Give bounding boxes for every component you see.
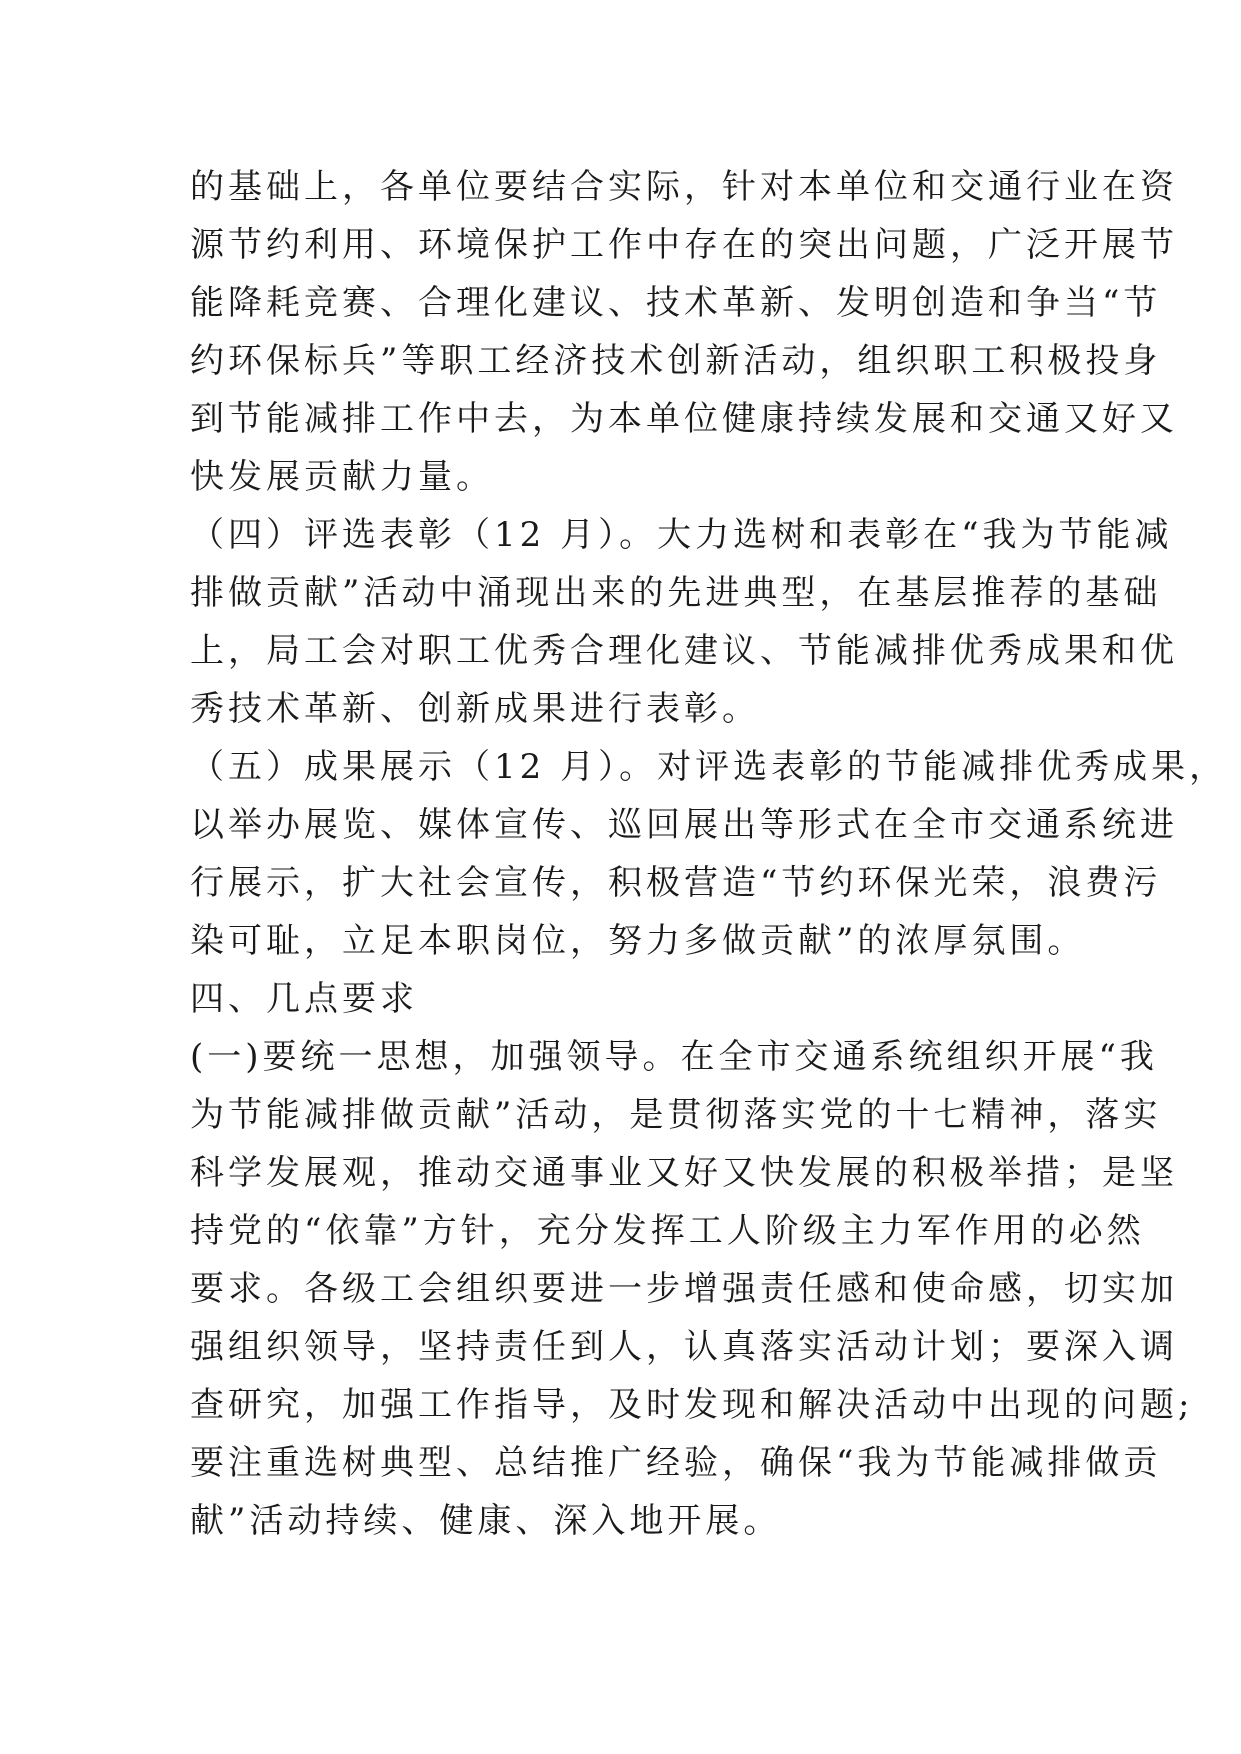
- text-line: 为节能减排做贡献”活动，是贯彻落实党的十七精神，落实: [190, 1095, 1162, 1135]
- text-line: 快发展贡献力量。: [190, 457, 494, 497]
- text-line: 能降耗竞赛、合理化建议、技术革新、发明创造和争当“节: [190, 283, 1162, 323]
- requirement-one-line: (一)要统一思想，加强领导。在全市交通系统组织开展“我: [190, 1037, 1158, 1077]
- text-line: 上，局工会对职工优秀合理化建议、节能减排优秀成果和优: [190, 631, 1178, 671]
- text-line: 秀技术革新、创新成果进行表彰。: [190, 689, 760, 729]
- text-line: 源节约利用、环境保护工作中存在的突出问题，广泛开展节: [190, 225, 1178, 265]
- text-line: 持党的“依靠”方针，充分发挥工人阶级主力军作用的必然: [190, 1211, 1145, 1251]
- text-line: 染可耻，立足本职岗位，努力多做贡献”的浓厚氛围。: [190, 921, 1086, 961]
- body-text: [190, 158, 1228, 1550]
- text-line: 约环保标兵”等职工经济技术创新活动，组织职工积极投身: [190, 341, 1162, 381]
- requirements-heading: 四、几点要求: [190, 979, 418, 1019]
- text-line: 的基础上，各单位要结合实际，针对本单位和交通行业在资: [190, 167, 1178, 207]
- text-line: 强组织领导，坚持责任到人，认真落实活动计划；要深入调: [190, 1327, 1178, 1367]
- text-line: 查研究，加强工作指导，及时发现和解决活动中出现的问题;: [190, 1385, 1194, 1425]
- text-line: 到节能减排工作中去，为本单位健康持续发展和交通又好又: [190, 399, 1178, 439]
- text-line: 以举办展览、媒体宣传、巡回展出等形式在全市交通系统进: [190, 805, 1178, 845]
- text-line: 科学发展观，推动交通事业又好又快发展的积极举措；是坚: [190, 1153, 1178, 1193]
- text-line: 献”活动持续、健康、深入地开展。: [190, 1501, 782, 1541]
- text-line: 行展示，扩大社会宣传，积极营造“节约环保光荣，浪费污: [190, 863, 1162, 903]
- text-line: 排做贡献”活动中涌现出来的先进典型，在基层推荐的基础: [190, 573, 1162, 613]
- section-four-heading-line: （四）评选表彰（12 月）。大力选树和表彰在“我为节能减: [190, 515, 1173, 555]
- section-five-heading-line: （五）成果展示（12 月）。对评选表彰的节能减排优秀成果，: [190, 747, 1228, 787]
- text-line: 要求。各级工会组织要进一步增强责任感和使命感，切实加: [190, 1269, 1178, 1309]
- text-line: 要注重选树典型、总结推广经验，确保“我为节能减排做贡: [190, 1443, 1162, 1483]
